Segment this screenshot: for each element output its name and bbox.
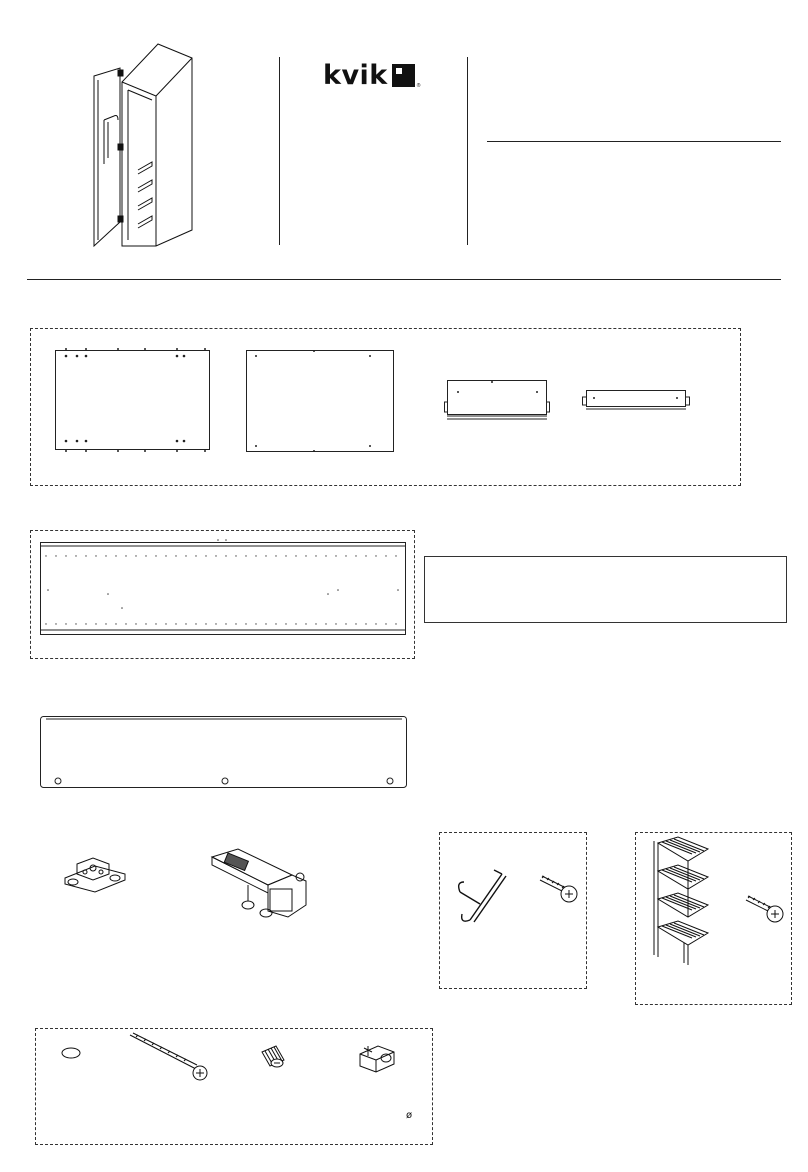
- brand-logo: [323, 62, 420, 89]
- screw-icon: [538, 876, 580, 906]
- brand-name: kvik: [323, 60, 388, 91]
- cover-cap-icon: [60, 1046, 82, 1060]
- shelf-support-icon: [356, 1040, 402, 1080]
- note-box: [424, 556, 787, 623]
- back-panel-drawing: [246, 350, 394, 452]
- diameter-symbol: ø: [406, 1110, 413, 1121]
- wire-shelf-drawing: [648, 835, 714, 971]
- cabinet-illustration: [88, 40, 198, 250]
- bottom-panel-drawing: [582, 390, 690, 412]
- header-divider-1: [279, 57, 280, 245]
- screw-icon: [744, 896, 786, 926]
- registered-mark: ®: [416, 83, 421, 89]
- top-panel-drawing: [444, 380, 550, 422]
- mounting-plate-drawing: [55, 850, 135, 900]
- title-underline: [487, 141, 781, 142]
- header-bottom-rule: [27, 279, 781, 280]
- door-panel-drawing: [40, 714, 408, 790]
- hinge-drawing: [208, 845, 318, 925]
- long-side-panel-drawing: [40, 538, 406, 638]
- brand-mark-icon: [392, 64, 415, 87]
- header-divider-2: [467, 57, 468, 245]
- dowel-icon: [258, 1044, 288, 1072]
- hook-rail-drawing: [454, 868, 510, 926]
- side-panel-drawing: [55, 346, 210, 454]
- long-screw-icon: [128, 1033, 210, 1083]
